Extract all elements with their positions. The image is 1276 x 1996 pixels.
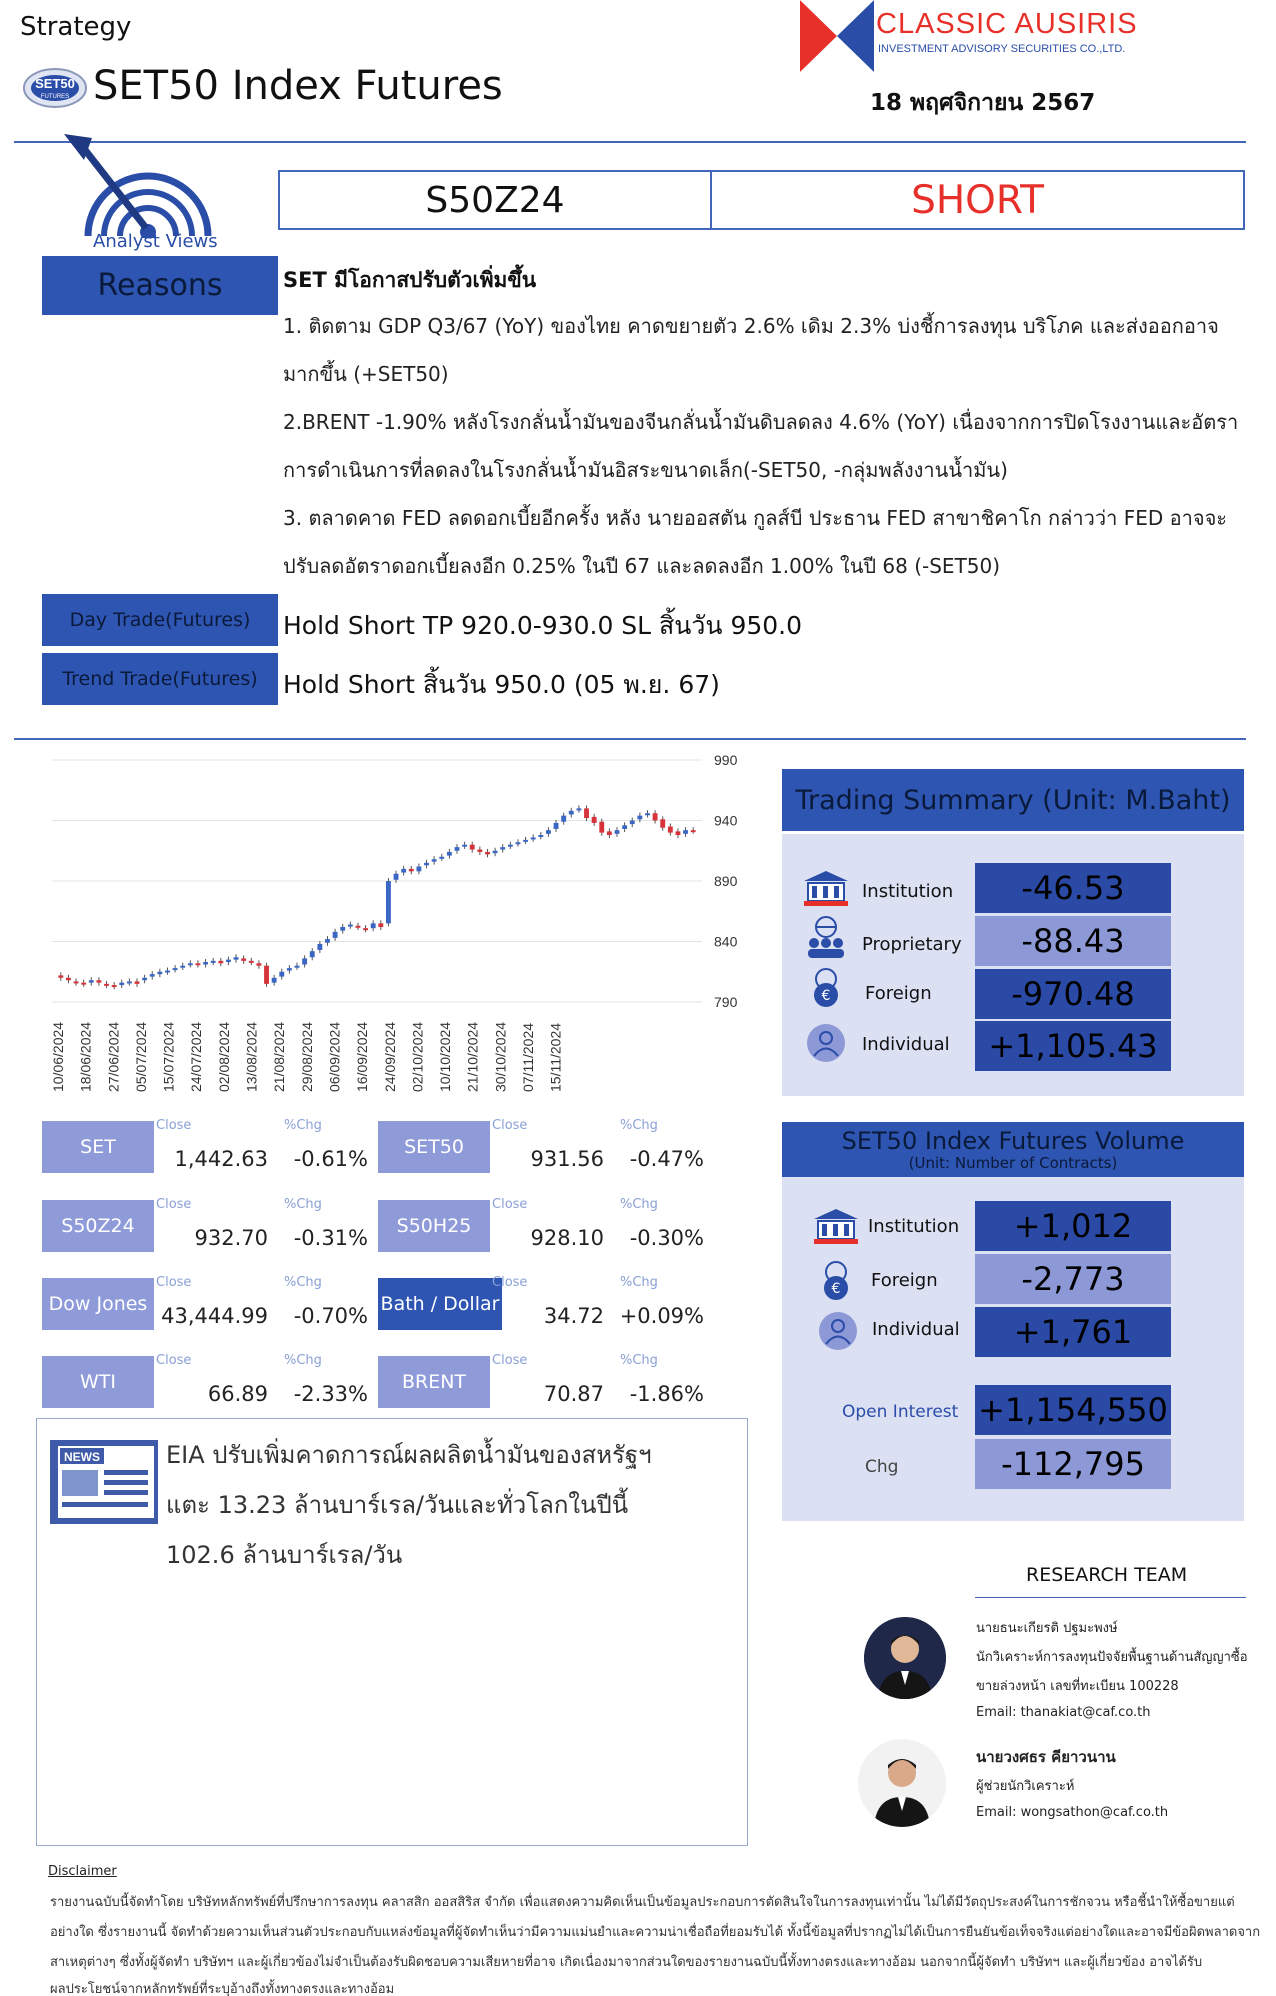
volume-title-box <box>782 1122 1244 1177</box>
candle-body <box>104 984 109 986</box>
volume-individual-icon <box>818 1311 858 1351</box>
ts-row-value: +1,105.43 <box>975 1021 1171 1071</box>
institution-icon <box>802 869 850 907</box>
analyst-name: นายธนะเกียรติ ปฐมะพงษ์ <box>976 1621 1118 1636</box>
x-tick-label: 30/10/2024 <box>492 1021 509 1092</box>
candle-body <box>256 963 261 965</box>
candle-body <box>622 825 627 829</box>
individual-icon <box>806 1023 846 1063</box>
analyst-photo <box>864 1617 946 1699</box>
candle-body <box>561 816 566 822</box>
assistant-name: นายวงศธร คียาวนาน <box>976 1748 1116 1766</box>
candle-body <box>295 966 300 968</box>
candle-body <box>310 951 315 957</box>
chg-value: -0.31% <box>293 1226 368 1250</box>
market-name-box: S50Z24 <box>42 1200 154 1252</box>
candle-body <box>516 842 521 844</box>
candle-body <box>584 808 589 818</box>
reasons-headline: SET มีโอกาสปรับตัวเพิ่มขึ้น <box>283 268 537 292</box>
y-tick-label: 890 <box>714 873 738 889</box>
day-trade-label: Day Trade(Futures) <box>42 594 278 646</box>
x-tick-label: 07/11/2024 <box>519 1022 536 1092</box>
candle-body <box>96 980 101 982</box>
candle-body <box>607 831 612 835</box>
close-caption: Close <box>156 1197 192 1212</box>
market-name-box: WTI <box>42 1356 154 1408</box>
candle-body <box>363 928 368 930</box>
x-tick-label: 15/11/2024 <box>547 1022 564 1092</box>
candle-body <box>218 961 223 963</box>
x-tick-label: 27/06/2024 <box>105 1021 122 1092</box>
y-tick-label: 840 <box>714 933 738 950</box>
candle-body <box>211 961 216 963</box>
candle-body <box>531 837 536 839</box>
vol-row-value: +1,012 <box>975 1201 1171 1251</box>
chg-caption: %Chg <box>284 1275 322 1290</box>
candle-body <box>89 980 94 982</box>
close-caption: Close <box>492 1275 528 1290</box>
volume-institution-icon <box>812 1207 860 1245</box>
candle-body <box>401 869 406 873</box>
close-caption: Close <box>156 1275 192 1290</box>
close-caption: Close <box>492 1118 528 1133</box>
chg-caption: %Chg <box>620 1275 658 1290</box>
candle-body <box>180 966 185 968</box>
candle-body <box>409 869 414 871</box>
chg-value: -0.30% <box>629 1226 704 1250</box>
x-tick-label: 02/10/2024 <box>409 1021 426 1092</box>
candle-body <box>249 961 254 963</box>
x-tick-label: 24/07/2024 <box>188 1021 205 1092</box>
candle-body <box>188 963 193 965</box>
volume-title: SET50 Index Futures Volume <box>841 1126 1185 1155</box>
disclaimer-title: Disclaimer <box>48 1864 117 1879</box>
chg-value: -0.47% <box>629 1147 704 1171</box>
report-date: 18 พฤศจิกายน 2567 <box>870 90 1096 116</box>
trend-trade-text: Hold Short สิ้นวัน 950.0 (05 พ.ย. 67) <box>283 670 720 699</box>
ts-row-value: -970.48 <box>975 969 1171 1019</box>
close-value: 66.89 <box>207 1382 268 1406</box>
reason-line: 1. ติดตาม GDP Q3/67 (YoY) ของไทย คาดขยายตัว 2.6% เดิม 2.3% บ่งชี้การลงทุน บริโภค และส่งออกอาจ <box>283 314 1219 338</box>
ts-row-label: Proprietary <box>862 934 962 955</box>
trend-trade-label: Trend Trade(Futures) <box>42 653 278 705</box>
candle-body <box>287 968 292 970</box>
candle-body <box>142 978 147 980</box>
set50-futures-logo <box>22 66 88 110</box>
candle-body <box>317 944 322 950</box>
set50-candlestick-chart <box>30 748 760 1108</box>
candle-body <box>340 927 345 931</box>
disclaimer-line: อย่างใด ซึ่งรายงานนี้ จัดทำด้วยความเห็นส่วนตัวประกอบกับแหล่งข้อมูลที่ผู้จัดทำเห็นว่ามีความแม่นยำและความน่าเชื่อถือที่ยอมรับได้ ทั้งนี้ข้อมูลที่ปรากฏไม่ได้เป็นการยืนยันข้อเท็จจริงแต่อย่างใดและอาจมีข้อผิดพลาดจาก <box>50 1925 1261 1940</box>
target-icon <box>58 132 238 238</box>
candle-body <box>150 974 155 976</box>
chg-value: -0.70% <box>293 1304 368 1328</box>
oi-chg-label: Chg <box>865 1457 899 1477</box>
ts-row-label: Institution <box>862 881 954 902</box>
analyst-role-2: ขายล่วงหน้า เลขที่ทะเบียน 100228 <box>976 1679 1179 1694</box>
volume-subtitle: (Unit: Number of Contracts) <box>908 1153 1118 1172</box>
candle-body <box>272 978 277 983</box>
x-tick-label: 29/08/2024 <box>298 1021 315 1092</box>
candle-body <box>424 863 429 865</box>
candle-body <box>455 847 460 851</box>
day-trade-text: Hold Short TP 920.0-930.0 SL สิ้นวัน 950.0 <box>283 611 803 640</box>
candle-body <box>523 840 528 842</box>
chg-value: -1.86% <box>629 1382 704 1406</box>
disclaimer-line: สาเหตุต่างๆ ซึ่งทั้งผู้จัดทำ บริษัทฯ และผู้เกี่ยวข้องไม่จำเป็นต้องรับผิดชอบความเสียหายที่อาจ เกิดเนื่องมาจากส่วนใดของรายงานฉบับนี้ทั้งทางตรงและทางอ้อม นอกจากนี้ผู้จัดทำ บริษัทฯ และผู้เกี่ยวข้อง อาจได้รับ <box>50 1955 1203 1970</box>
candle-body <box>416 866 421 871</box>
close-value: 932.70 <box>194 1226 268 1250</box>
x-tick-label: 16/09/2024 <box>354 1021 371 1092</box>
contract-code: S50Z24 <box>280 172 712 228</box>
trading-summary-title: Trading Summary (Unit: M.Baht) <box>782 769 1244 831</box>
oi-chg-value: -112,795 <box>975 1439 1171 1489</box>
close-caption: Close <box>492 1197 528 1212</box>
market-name-box: SET50 <box>378 1121 490 1173</box>
candle-body <box>592 817 597 823</box>
candle-body <box>119 983 124 985</box>
logo-small-subtext: FUTURES <box>40 94 70 100</box>
candle-body <box>157 972 162 974</box>
candle-body <box>234 957 239 959</box>
candle-body <box>554 823 559 829</box>
foreign-icon <box>806 967 846 1009</box>
chg-value: -2.33% <box>293 1382 368 1406</box>
candle-body <box>333 932 338 938</box>
candle-body <box>493 851 498 853</box>
candle-body <box>279 972 284 977</box>
section-label: Strategy <box>20 12 132 42</box>
reason-line: ปรับลดอัตราดอกเบี้ยลงอีก 0.25% ในปี 67 และลดลงอีก 1.00% ในปี 68 (-SET50) <box>283 554 1001 578</box>
brand-name: CLASSIC AUSIRIS <box>876 8 1138 40</box>
chg-caption: %Chg <box>284 1118 322 1133</box>
news-icon <box>48 1436 164 1528</box>
candle-body <box>668 827 673 833</box>
ts-row-label: Foreign <box>865 983 932 1004</box>
candle-body <box>196 963 201 965</box>
vol-row-value: +1,761 <box>975 1307 1171 1357</box>
candle-body <box>615 830 620 834</box>
close-value: 931.56 <box>530 1147 604 1171</box>
y-tick-label: 940 <box>714 812 738 829</box>
news-badge-text: NEWS <box>64 1450 100 1464</box>
market-name-box: Dow Jones <box>42 1278 154 1330</box>
candle-body <box>74 981 79 983</box>
market-name-box: BRENT <box>378 1356 490 1408</box>
candle-body <box>371 923 376 928</box>
ts-row-value: -46.53 <box>975 863 1171 913</box>
market-name-box: S50H25 <box>378 1200 490 1252</box>
logo-small-text: SET50 <box>35 76 75 91</box>
vol-row-value: -2,773 <box>975 1254 1171 1304</box>
candle-body <box>439 857 444 859</box>
chg-caption: %Chg <box>284 1353 322 1368</box>
analyst-views-caption: Analyst Views <box>93 231 218 252</box>
candle-body <box>241 958 246 960</box>
research-divider <box>975 1597 1246 1598</box>
chg-caption: %Chg <box>620 1118 658 1133</box>
close-value: 70.87 <box>543 1382 604 1406</box>
reasons-label: Reasons <box>42 256 278 315</box>
x-tick-label: 13/08/2024 <box>243 1021 260 1092</box>
candle-body <box>203 962 208 964</box>
candle-body <box>508 845 513 847</box>
candle-body <box>394 874 399 880</box>
x-tick-label: 24/09/2024 <box>381 1021 398 1092</box>
x-tick-label: 10/10/2024 <box>437 1021 454 1092</box>
analyst-email: Email: thanakiat@caf.co.th <box>976 1705 1151 1720</box>
research-team-title: RESEARCH TEAM <box>1026 1564 1188 1586</box>
vol-row-label: Individual <box>872 1319 960 1340</box>
x-tick-label: 15/07/2024 <box>160 1021 177 1092</box>
candle-body <box>348 925 353 927</box>
candle-body <box>447 852 452 856</box>
candle-body <box>538 835 543 837</box>
close-value: 928.10 <box>530 1226 604 1250</box>
candle-body <box>135 981 140 983</box>
candle-body <box>173 968 178 970</box>
position-signal: SHORT <box>911 177 1044 223</box>
candle-body <box>432 859 437 861</box>
reason-line: 3. ตลาดคาด FED ลดดอกเบี้ยอีกครั้ง หลัง นายออสตัน กูลส์บี ประธาน FED สาขาชิคาโก กล่าวว่า FED อาจจะ <box>283 506 1228 530</box>
close-value: 43,444.99 <box>161 1304 268 1328</box>
candle-body <box>470 845 475 850</box>
market-name-box: Bath / Dollar <box>378 1278 502 1330</box>
close-value: 34.72 <box>543 1304 604 1328</box>
y-tick-label: 990 <box>714 752 738 768</box>
candle-body <box>386 881 391 923</box>
close-caption: Close <box>156 1353 192 1368</box>
market-name-box: SET <box>42 1121 154 1173</box>
candle-body <box>165 971 170 973</box>
chg-value: +0.09% <box>619 1304 704 1328</box>
candle-body <box>477 850 482 852</box>
candle-body <box>462 845 467 847</box>
section-divider <box>14 738 1246 740</box>
close-value: 1,442.63 <box>174 1147 268 1171</box>
close-caption: Close <box>492 1353 528 1368</box>
candle-body <box>127 981 132 983</box>
candle-body <box>660 819 665 827</box>
x-tick-label: 05/07/2024 <box>132 1021 149 1092</box>
page-title: SET50 Index Futures <box>93 63 503 109</box>
candle-body <box>378 923 383 927</box>
svg-text:€: € <box>821 988 831 1004</box>
ts-row-value: -88.43 <box>975 916 1171 966</box>
open-interest-value: +1,154,550 <box>975 1385 1171 1435</box>
x-tick-label: 10/06/2024 <box>50 1021 66 1092</box>
assistant-email: Email: wongsathon@caf.co.th <box>976 1805 1169 1820</box>
candle-body <box>112 985 117 987</box>
candle-body <box>637 816 642 820</box>
candle-body <box>302 958 307 964</box>
proprietary-icon <box>804 915 848 959</box>
x-tick-label: 21/08/2024 <box>271 1021 288 1092</box>
x-tick-label: 18/06/2024 <box>77 1021 94 1092</box>
chg-value: -0.61% <box>293 1147 368 1171</box>
reason-line: มากขึ้น (+SET50) <box>283 362 449 386</box>
x-tick-label: 21/10/2024 <box>464 1021 481 1092</box>
disclaimer-line: รายงานฉบับนี้จัดทำโดย บริษัทหลักทรัพย์ที่ปรึกษาการลงทุน คลาสสิก ออสสิริส จำกัด เพื่อแสดงความคิดเห็นเป็นข้อมูลประกอบการตัดสินใจในการลงทุนเท่านั้น ไม่ได้มีวัตถุประสงค์ในการชักจวน หรือชี้นำให้ซื้อขายแต่ <box>50 1895 1235 1910</box>
candle-body <box>691 830 696 832</box>
candle-body <box>569 811 574 815</box>
analyst-role: นักวิเคราะห์การลงทุนปัจจัยพื้นฐานด้านสัญญาซื้อ <box>976 1650 1248 1665</box>
chg-caption: %Chg <box>620 1353 658 1368</box>
assistant-photo <box>858 1739 946 1827</box>
candle-body <box>325 939 330 943</box>
ts-row-label: Individual <box>862 1034 950 1055</box>
reason-line: การดำเนินการที่ลดลงในโรงกลั่นน้ำมันอิสระขนาดเล็ก(-SET50, -กลุ่มพลังงานน้ำมัน) <box>283 458 1008 482</box>
candle-body <box>599 822 604 833</box>
contract-box <box>278 170 1245 230</box>
volume-foreign-icon <box>816 1260 856 1302</box>
candle-body <box>356 926 361 928</box>
candle-body <box>485 852 490 854</box>
assistant-role: ผู้ช่วยนักวิเคราะห์ <box>976 1779 1075 1794</box>
candle-body <box>264 966 269 984</box>
svg-text:€: € <box>831 1281 841 1297</box>
chg-caption: %Chg <box>284 1197 322 1212</box>
reason-line: 2.BRENT -1.90% หลังโรงกลั่นน้ำมันของจีนกลั่นน้ำมันดิบลดลง 4.6% (YoY) เนื่องจากการปิดโรงงานและอัตรา <box>283 410 1239 434</box>
candle-body <box>66 978 71 980</box>
brand-subtitle: INVESTMENT ADVISORY SECURITIES CO.,LTD. <box>878 43 1126 55</box>
candle-body <box>630 821 635 825</box>
candle-body <box>226 960 231 962</box>
candle-body <box>576 808 581 810</box>
close-caption: Close <box>156 1118 192 1133</box>
candle-body <box>58 975 63 977</box>
candle-body <box>676 831 681 835</box>
disclaimer-line: ผลประโยชน์จากหลักทรัพย์ที่ระบุอ้างถึงทั้งทางตรงและทางอ้อม <box>50 1982 395 1996</box>
candle-body <box>81 983 86 985</box>
candle-body <box>546 830 551 834</box>
x-tick-label: 02/08/2024 <box>215 1021 232 1092</box>
open-interest-label: Open Interest <box>842 1402 959 1422</box>
vol-row-label: Institution <box>868 1216 960 1237</box>
chg-caption: %Chg <box>620 1197 658 1212</box>
y-tick-label: 790 <box>714 994 738 1010</box>
vol-row-label: Foreign <box>871 1270 938 1291</box>
brand-logo <box>800 0 874 72</box>
candle-body <box>645 813 650 815</box>
candle-body <box>500 847 505 849</box>
candle-body <box>653 813 658 820</box>
x-tick-label: 06/09/2024 <box>326 1021 343 1092</box>
candle-body <box>683 830 688 834</box>
news-text: EIA ปรับเพิ่มคาดการณ์ผลผลิตน้ำมันของสหรัฐฯ แตะ 13.23 ล้านบาร์เรล/วันและทั่วโลกในปีนี้ 102.6 ล้านบาร์เรล/วัน <box>166 1441 652 1569</box>
